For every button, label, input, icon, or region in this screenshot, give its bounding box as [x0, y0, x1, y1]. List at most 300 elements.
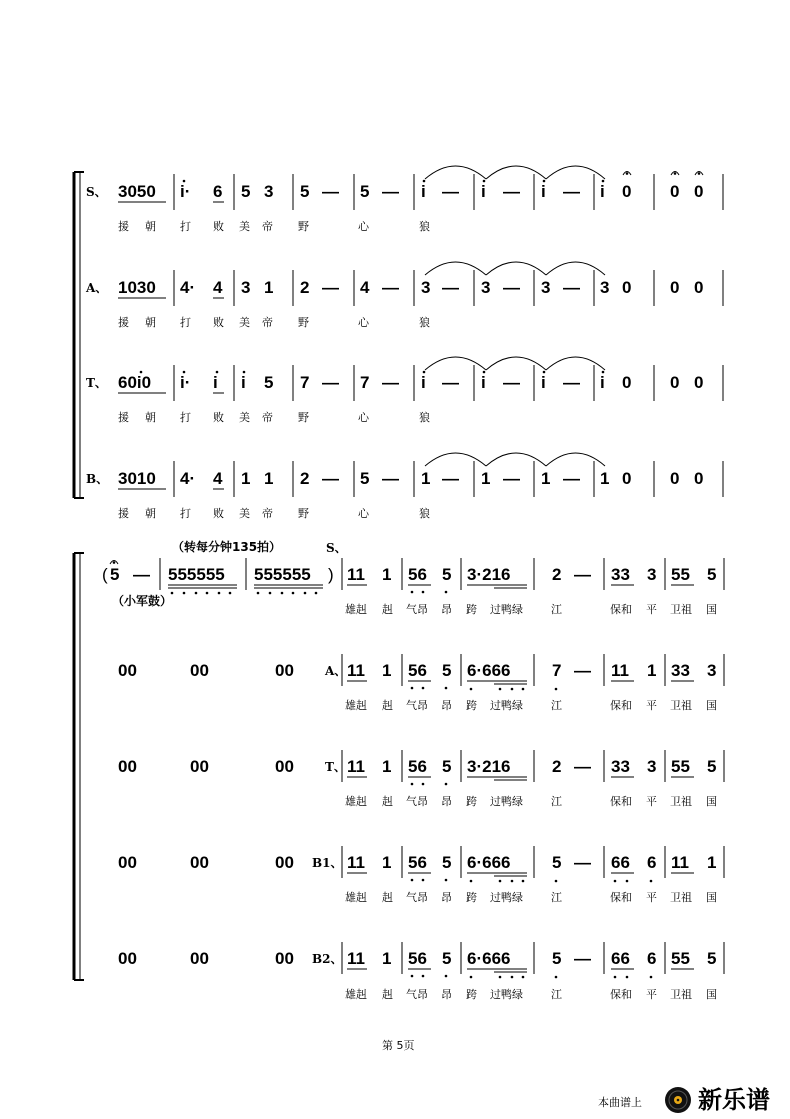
lyric: 平 — [646, 795, 657, 808]
lyric: 美 — [239, 220, 250, 233]
lyric: 打 — [180, 411, 191, 424]
note: 6 — [647, 949, 657, 968]
note: 3 — [241, 278, 251, 297]
low-octave-dot — [411, 783, 414, 786]
note: 0 — [622, 278, 632, 297]
dash: — — [574, 949, 591, 968]
lyric: 平 — [646, 603, 657, 616]
lyric: 保和 — [610, 988, 632, 1001]
note: 3·216 — [467, 757, 511, 776]
note: 33 — [611, 565, 630, 584]
fermata-dot — [113, 561, 116, 564]
note: 4· — [180, 278, 196, 297]
note: 66 — [611, 853, 630, 872]
page-number: 第 5页 — [382, 1039, 415, 1052]
lyric: 卫祖 — [670, 603, 692, 616]
note: 5 — [241, 182, 251, 201]
note: i — [213, 373, 218, 392]
lyric: 国 — [706, 699, 717, 712]
dash: — — [442, 278, 459, 297]
lyric: 昂 — [441, 795, 452, 808]
note: 5 — [442, 853, 452, 872]
note: 3 — [707, 661, 717, 680]
low-octave-dot — [522, 976, 525, 979]
lyric: 国 — [706, 795, 717, 808]
note: 5 — [707, 949, 717, 968]
note: 5 — [707, 757, 717, 776]
note: 5 — [442, 949, 452, 968]
note: 3050 — [118, 182, 156, 201]
note: 3 — [264, 182, 274, 201]
note: 0 — [670, 182, 680, 201]
tie — [425, 453, 486, 466]
note: 2 — [552, 565, 562, 584]
dash: — — [442, 469, 459, 488]
lyric: 败 — [213, 411, 224, 424]
low-octave-dot — [614, 880, 617, 883]
lyric: 保和 — [610, 699, 632, 712]
low-octave-dot — [511, 880, 514, 883]
lyric: 雄赳 — [345, 603, 367, 616]
note: 0 — [622, 373, 632, 392]
note: 56 — [408, 661, 427, 680]
low-octave-dot — [470, 976, 473, 979]
note: 56 — [408, 853, 427, 872]
paren-close: ) — [328, 565, 334, 584]
lyric: 雄赳 — [345, 988, 367, 1001]
low-octave-dot — [445, 879, 448, 882]
lyric: 援 — [118, 220, 129, 233]
low-octave-dot — [522, 880, 525, 883]
fermata-dot — [626, 172, 629, 175]
tie — [486, 357, 546, 370]
note: 33 — [611, 757, 630, 776]
voice-label-b1: B1、 — [312, 856, 343, 870]
lyric: 平 — [646, 988, 657, 1001]
low-octave-dot — [206, 592, 209, 595]
note: i — [241, 373, 246, 392]
low-octave-dot — [229, 592, 232, 595]
low-octave-dot — [626, 976, 629, 979]
low-octave-dot — [304, 592, 307, 595]
note: 0 — [670, 469, 680, 488]
lyric: 心 — [358, 507, 369, 520]
note: 1 — [647, 661, 657, 680]
note: 0 — [622, 182, 632, 201]
note: 55 — [671, 565, 690, 584]
low-octave-dot — [257, 592, 260, 595]
voice-label-s: S、 — [86, 185, 107, 199]
low-octave-dot — [614, 976, 617, 979]
lyric: 平 — [646, 699, 657, 712]
low-octave-dot — [422, 879, 425, 882]
dash: — — [574, 661, 591, 680]
dash: — — [574, 853, 591, 872]
note-group: 555555 — [168, 565, 225, 584]
note: 56 — [408, 949, 427, 968]
low-octave-dot — [499, 688, 502, 691]
lyric: 帝 — [262, 316, 273, 329]
lyric: 昂 — [441, 988, 452, 1001]
low-octave-dot — [650, 880, 653, 883]
lyric: 狼 — [419, 507, 430, 520]
voice-label-t: T、 — [325, 760, 346, 774]
low-octave-dot — [195, 592, 198, 595]
note: 0 — [694, 469, 704, 488]
note: 6 — [213, 182, 223, 201]
note: i — [421, 373, 426, 392]
lyric: 美 — [239, 316, 250, 329]
note: 5 — [552, 949, 562, 968]
note: 7 — [300, 373, 310, 392]
low-octave-dot — [445, 591, 448, 594]
rest: 00 — [118, 853, 137, 872]
lyric: 狼 — [419, 411, 430, 424]
note: 7 — [360, 373, 370, 392]
lyric: 援 — [118, 411, 129, 424]
rest: 00 — [118, 661, 137, 680]
note: 60i0 — [118, 373, 152, 392]
lyric: 跨 — [466, 795, 477, 808]
lyric: 美 — [239, 507, 250, 520]
note: 56 — [408, 565, 427, 584]
lyric: 保和 — [610, 603, 632, 616]
low-octave-dot — [411, 975, 414, 978]
paren-open: ( — [102, 565, 108, 584]
note: 1 — [241, 469, 251, 488]
lyric: 跨 — [466, 699, 477, 712]
lyric: 昂 — [441, 699, 452, 712]
note: i· — [180, 182, 191, 201]
lyric: 狼 — [419, 316, 430, 329]
note: 6·666 — [467, 661, 511, 680]
note: 56 — [408, 757, 427, 776]
note: 11 — [611, 661, 629, 680]
note: 1 — [707, 853, 717, 872]
note: 5 — [360, 469, 370, 488]
note: 11 — [671, 853, 689, 872]
note: 66 — [611, 949, 630, 968]
low-octave-dot — [411, 879, 414, 882]
lyric: 雄赳 — [345, 795, 367, 808]
note: 6·666 — [467, 853, 511, 872]
note: i — [541, 182, 546, 201]
lyric: 赳 — [382, 891, 393, 904]
tie — [425, 166, 486, 179]
low-octave-dot — [555, 976, 558, 979]
lyric: 打 — [180, 220, 191, 233]
low-octave-dot — [555, 688, 558, 691]
low-octave-dot — [555, 880, 558, 883]
lyric: 卫祖 — [670, 795, 692, 808]
tie — [546, 166, 605, 179]
note: i — [600, 182, 605, 201]
lyric: 跨 — [466, 891, 477, 904]
lyric: 气昂 — [406, 795, 428, 808]
dash: — — [322, 373, 339, 392]
note: 1 — [264, 278, 274, 297]
dash: — — [574, 565, 591, 584]
note: 11 — [347, 757, 365, 776]
lyric: 援 — [118, 507, 129, 520]
dash: — — [503, 182, 520, 201]
note: 1 — [382, 661, 392, 680]
note: 2 — [300, 278, 310, 297]
dash: — — [133, 565, 150, 584]
note: 3010 — [118, 469, 156, 488]
note: i — [421, 182, 426, 201]
tie — [486, 262, 546, 275]
low-octave-dot — [445, 783, 448, 786]
note: 2 — [552, 757, 562, 776]
lyric: 过鸭绿 — [490, 988, 523, 1001]
rest: 00 — [118, 757, 137, 776]
dash: — — [382, 373, 399, 392]
note: 0 — [694, 278, 704, 297]
note: 5 — [300, 182, 310, 201]
rest: 00 — [190, 757, 209, 776]
low-octave-dot — [626, 880, 629, 883]
low-octave-dot — [218, 592, 221, 595]
note: 4· — [180, 469, 196, 488]
lyric: 朝 — [145, 220, 156, 233]
tie — [486, 453, 546, 466]
source-text: 本曲谱上 — [598, 1096, 642, 1109]
note: 6 — [647, 853, 657, 872]
lyric: 帝 — [262, 507, 273, 520]
note: 5 — [707, 565, 717, 584]
note: 3 — [647, 565, 657, 584]
lyric: 败 — [213, 507, 224, 520]
lyric: 赳 — [382, 699, 393, 712]
voice-label-t: T、 — [86, 376, 107, 390]
tie — [546, 262, 605, 275]
dash: — — [503, 278, 520, 297]
tie — [546, 357, 605, 370]
lyric: 跨 — [466, 988, 477, 1001]
lyric: 美 — [239, 411, 250, 424]
lyric: 江 — [551, 795, 562, 808]
lyric: 狼 — [419, 220, 430, 233]
dash: — — [322, 182, 339, 201]
rest: 00 — [275, 757, 294, 776]
voice-label-s: S、 — [326, 541, 347, 555]
lyric: 国 — [706, 988, 717, 1001]
note: 11 — [347, 949, 365, 968]
dash: — — [382, 278, 399, 297]
dash: — — [382, 469, 399, 488]
lyric: 气昂 — [406, 891, 428, 904]
lyric: 卫祖 — [670, 891, 692, 904]
note: 1 — [421, 469, 431, 488]
rest: 00 — [275, 853, 294, 872]
lyric: 跨 — [466, 603, 477, 616]
rest: 00 — [190, 661, 209, 680]
note: 11 — [347, 853, 365, 872]
voice-label-a: A、 — [86, 281, 108, 295]
low-octave-dot — [422, 783, 425, 786]
low-octave-dot — [445, 687, 448, 690]
lyric: 雄赳 — [345, 891, 367, 904]
note: 55 — [671, 757, 690, 776]
lyric: 平 — [646, 891, 657, 904]
rest: 00 — [190, 949, 209, 968]
tie — [546, 453, 605, 466]
note: 1 — [541, 469, 551, 488]
note: 3 — [541, 278, 551, 297]
dash: — — [563, 278, 580, 297]
lyric: 野 — [298, 507, 309, 520]
dash: — — [322, 469, 339, 488]
note: 11 — [347, 565, 365, 584]
lyric: 过鸭绿 — [490, 891, 523, 904]
note: 0 — [694, 373, 704, 392]
note: 1030 — [118, 278, 156, 297]
note: i — [541, 373, 546, 392]
lyric: 气昂 — [406, 988, 428, 1001]
note: i· — [180, 373, 191, 392]
note: 5 — [442, 565, 452, 584]
low-octave-dot — [511, 976, 514, 979]
tie — [425, 357, 486, 370]
fermata-dot — [674, 172, 677, 175]
note: 7 — [552, 661, 562, 680]
rest: 00 — [275, 949, 294, 968]
lyric: 昂 — [441, 603, 452, 616]
note: 6·666 — [467, 949, 511, 968]
note: 5 — [442, 661, 452, 680]
tempo-marking: （转每分钟135拍） — [172, 540, 282, 554]
note: 1 — [382, 853, 392, 872]
low-octave-dot — [470, 688, 473, 691]
note: 5 — [110, 565, 120, 584]
low-octave-dot — [269, 592, 272, 595]
dash: — — [503, 469, 520, 488]
lyric: 野 — [298, 316, 309, 329]
note: 11 — [347, 661, 365, 680]
lyric: 心 — [358, 316, 369, 329]
lyric: 援 — [118, 316, 129, 329]
note: i — [600, 373, 605, 392]
dash: — — [322, 278, 339, 297]
note: 0 — [622, 469, 632, 488]
lyric: 气昂 — [406, 699, 428, 712]
note: 1 — [382, 565, 392, 584]
lyric: 心 — [358, 220, 369, 233]
note: 4 — [360, 278, 370, 297]
lyric: 国 — [706, 891, 717, 904]
note: 0 — [670, 278, 680, 297]
rest: 00 — [118, 949, 137, 968]
fermata-dot — [698, 172, 701, 175]
site-logo-text: 新乐谱 — [698, 1086, 770, 1114]
low-octave-dot — [292, 592, 295, 595]
lyric: 赳 — [382, 795, 393, 808]
vinyl-record-icon — [664, 1086, 692, 1114]
note: 0 — [694, 182, 704, 201]
dash: — — [563, 373, 580, 392]
note: 4 — [213, 469, 223, 488]
note: 3 — [600, 278, 610, 297]
note: 5 — [360, 182, 370, 201]
lyric: 赳 — [382, 603, 393, 616]
voice-label-b2: B2、 — [312, 952, 343, 966]
lyric: 国 — [706, 603, 717, 616]
low-octave-dot — [422, 975, 425, 978]
low-octave-dot — [445, 975, 448, 978]
lyric: 赳 — [382, 988, 393, 1001]
low-octave-dot — [499, 880, 502, 883]
voice-label-b: B、 — [86, 472, 109, 486]
lyric: 江 — [551, 603, 562, 616]
note: 33 — [671, 661, 690, 680]
lyric: 打 — [180, 507, 191, 520]
note: 1 — [382, 757, 392, 776]
low-octave-dot — [315, 592, 318, 595]
lyric: 雄赳 — [345, 699, 367, 712]
lyric: 朝 — [145, 507, 156, 520]
lyric: 帝 — [262, 220, 273, 233]
low-octave-dot — [499, 976, 502, 979]
note: 3·216 — [467, 565, 511, 584]
note: 1 — [481, 469, 491, 488]
lyric: 过鸭绿 — [490, 603, 523, 616]
note: 1 — [382, 949, 392, 968]
note: 3 — [647, 757, 657, 776]
lyric: 败 — [213, 220, 224, 233]
low-octave-dot — [470, 880, 473, 883]
low-octave-dot — [183, 592, 186, 595]
tie — [486, 166, 546, 179]
low-octave-dot — [522, 688, 525, 691]
lyric: 江 — [551, 699, 562, 712]
low-octave-dot — [422, 687, 425, 690]
tie — [425, 262, 486, 275]
lyric: 保和 — [610, 795, 632, 808]
note: i — [481, 373, 486, 392]
note: 55 — [671, 949, 690, 968]
dash: — — [382, 182, 399, 201]
lyric: 卫祖 — [670, 699, 692, 712]
note: 3 — [421, 278, 431, 297]
lyric: 江 — [551, 988, 562, 1001]
low-octave-dot — [411, 591, 414, 594]
low-octave-dot — [281, 592, 284, 595]
note: 2 — [300, 469, 310, 488]
lyric: 心 — [358, 411, 369, 424]
dash: — — [442, 373, 459, 392]
rest: 00 — [275, 661, 294, 680]
note: 0 — [670, 373, 680, 392]
note: 1 — [600, 469, 610, 488]
lyric: 打 — [180, 316, 191, 329]
dash: — — [563, 182, 580, 201]
dash: — — [503, 373, 520, 392]
lyric: 卫祖 — [670, 988, 692, 1001]
low-octave-dot — [422, 591, 425, 594]
voice-label-a: A、 — [325, 664, 347, 678]
lyric: 败 — [213, 316, 224, 329]
note: 1 — [264, 469, 274, 488]
note: 3 — [481, 278, 491, 297]
lyric: 气昂 — [406, 603, 428, 616]
note-group: 555555 — [254, 565, 311, 584]
note: 4 — [213, 278, 223, 297]
lyric: 帝 — [262, 411, 273, 424]
rest: 00 — [190, 853, 209, 872]
lyric: 朝 — [145, 316, 156, 329]
drum-label: （小军鼓） — [112, 594, 173, 608]
